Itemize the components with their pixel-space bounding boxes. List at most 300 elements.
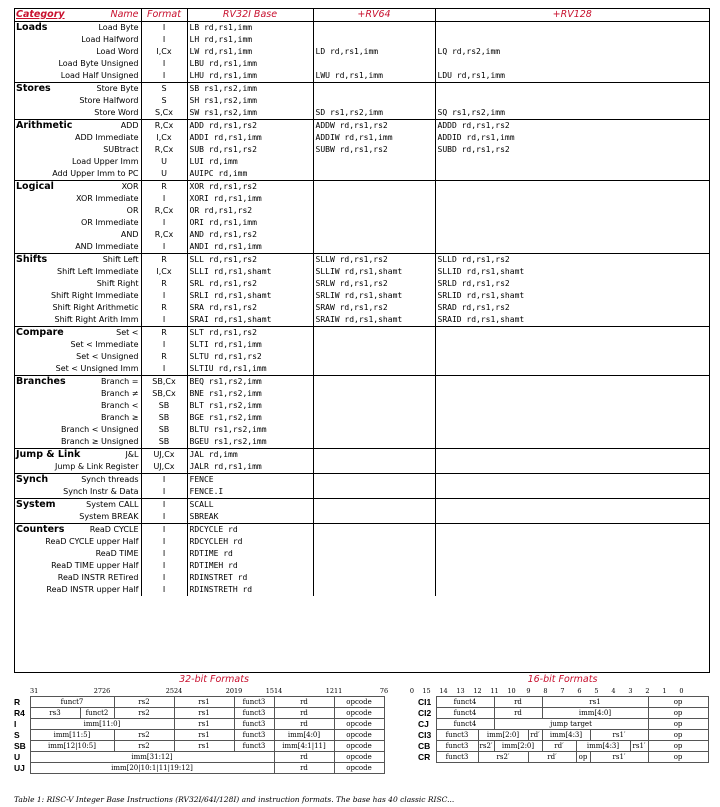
instruction-name: Set < Unsigned Imm <box>55 364 139 373</box>
format-cell: I <box>141 339 187 351</box>
bit-number: 25 <box>165 687 174 695</box>
rv32i-cell: XOR rd,rs1,rs2 <box>187 181 313 194</box>
format-cell: I <box>141 34 187 46</box>
instruction-name: OR <box>126 206 139 215</box>
rv32i-cell: RDTIMEH rd <box>187 560 313 572</box>
format32-row <box>14 752 414 763</box>
bit-index <box>334 687 384 697</box>
rv32i-cell: AND rd,rs1,rs2 <box>187 229 313 241</box>
instruction-name: ADD <box>120 121 139 130</box>
bit-number: 1 <box>662 687 667 695</box>
bit-index <box>384 687 414 697</box>
header-format: Format <box>141 8 187 22</box>
instruction-name: Branch < Unsigned <box>61 425 139 434</box>
rv32i-cell: ANDI rd,rs1,imm <box>187 241 313 254</box>
bit-index-row <box>418 687 708 697</box>
rv32i-cell: SLL rd,rs1,rs2 <box>187 254 313 267</box>
format-field: rs2′ <box>478 752 528 763</box>
instruction-name: Shift Right Immediate <box>51 291 139 300</box>
category-label: Shifts <box>16 254 48 265</box>
format-cell: SB <box>141 400 187 412</box>
format-field: funct2 <box>80 708 114 719</box>
format-field: opcode <box>334 763 384 774</box>
bit-index <box>30 687 102 697</box>
format16-row <box>418 719 708 730</box>
rv32i-cell: FENCE.I <box>187 486 313 499</box>
rv32i-cell: SLT rd,rs1,rs2 <box>187 327 313 340</box>
format-cell: I <box>141 486 187 499</box>
table-caption: Table 1: RISC-V Integer Base Instructions (RV32I/64I/128I) and instruction formats. The base has 40 classic RISC... <box>14 795 455 804</box>
bit-number: 4 <box>611 687 616 695</box>
instruction-name: Load Word <box>96 47 139 56</box>
format32-row <box>14 730 414 741</box>
format-field: op <box>648 730 708 741</box>
rv64-cell: ADDIW rd,rs1,imm <box>313 132 435 144</box>
rv32i-cell: LW rd,rs1,imm <box>187 46 313 58</box>
instruction-table-frame <box>14 8 710 673</box>
rv64-cell: SRAW rd,rs1,rs2 <box>313 302 435 314</box>
format-label: CI2 <box>418 708 432 718</box>
rv32i-cell: BLTU rs1,rs2,imm <box>187 424 313 436</box>
rv32i-cell: SLLI rd,rs1,shamt <box>187 266 313 278</box>
rv32i-cell: SBREAK <box>187 511 313 524</box>
instruction-name: Load Upper Imm <box>72 157 139 166</box>
format32-row <box>14 741 414 752</box>
instruction-name: Synch threads <box>81 475 139 484</box>
bit-number: 15 <box>422 687 431 695</box>
format-field: funct3 <box>234 730 274 741</box>
rv32i-cell: SRA rd,rs1,rs2 <box>187 302 313 314</box>
category-label: Logical <box>16 181 54 192</box>
format-cell: SB <box>141 412 187 424</box>
bit-number: 31 <box>30 687 39 695</box>
rv128-cell: SUBD rd,rs1,rs2 <box>435 144 709 156</box>
bit-number: 5 <box>594 687 599 695</box>
bit-number: 15 <box>265 687 274 695</box>
instruction-name: ReaD INSTR RETired <box>57 573 139 582</box>
format-cell: I <box>141 241 187 254</box>
format-field: opcode <box>334 730 384 741</box>
instruction-name: ReaD INSTR upper Half <box>46 585 139 594</box>
instruction-name: Jump & Link Register <box>55 462 139 471</box>
format-label: I <box>14 719 17 729</box>
format-cell: I,Cx <box>141 266 187 278</box>
rv128-cell: LQ rd,rs2,imm <box>435 46 709 58</box>
rv128-cell: SLLID rd,rs1,shamt <box>435 266 709 278</box>
format-field: rs1 <box>174 741 234 752</box>
format-cell: I <box>141 524 187 537</box>
format-cell: I <box>141 193 187 205</box>
format-field: imm[2:0] <box>478 730 528 741</box>
header-category: Category <box>16 8 65 20</box>
format-field: rs1 <box>174 719 234 730</box>
format-field: funct4 <box>436 719 494 730</box>
format-field: funct3 <box>436 752 478 763</box>
rv32i-cell: JAL rd,imm <box>187 449 313 462</box>
format-field: funct3 <box>234 741 274 752</box>
rv64-cell: SLLW rd,rs1,rs2 <box>313 254 435 267</box>
bit-number: 24 <box>174 687 183 695</box>
format-field: funct3 <box>234 719 274 730</box>
bit-number: 0 <box>679 687 684 695</box>
format-cell: U <box>141 156 187 168</box>
format-cell: I <box>141 314 187 327</box>
format-cell: I <box>141 217 187 229</box>
formats32-table <box>14 687 414 774</box>
format-cell: I <box>141 560 187 572</box>
format-cell: I,Cx <box>141 132 187 144</box>
rv32i-cell: SH rs1,rs2,imm <box>187 95 313 107</box>
format-label: SB <box>14 741 26 751</box>
format-field: op <box>648 708 708 719</box>
bit-number: 6 <box>577 687 582 695</box>
rv32i-cell: BGE rs1,rs2,imm <box>187 412 313 424</box>
instruction-name: Branch = <box>101 377 139 386</box>
instruction-name: Load Byte <box>98 23 139 32</box>
format-field: rd <box>274 708 334 719</box>
rv32i-cell: LBU rd,rs1,imm <box>187 58 313 70</box>
format32-row <box>14 697 414 708</box>
format-cell: S <box>141 83 187 96</box>
format-field: rs1 <box>174 730 234 741</box>
bit-number: 26 <box>102 687 111 695</box>
category-label: Jump & Link <box>16 449 81 460</box>
instruction-name: Store Halfword <box>79 96 139 105</box>
instruction-name: Shift Right Arithmetic <box>52 303 139 312</box>
format-label: R4 <box>14 708 25 718</box>
format-cell: I <box>141 548 187 560</box>
format-cell: S,Cx <box>141 107 187 120</box>
rv32i-cell: SCALL <box>187 499 313 512</box>
bit-number: 9 <box>526 687 531 695</box>
bit-number: 7 <box>379 687 384 695</box>
format-cell: U <box>141 168 187 181</box>
format-field: imm[2:0] <box>494 741 542 752</box>
format-cell: I <box>141 70 187 83</box>
bit-index <box>234 687 274 697</box>
format-field: rs2 <box>114 730 174 741</box>
format-field: imm[4:0] <box>542 708 648 719</box>
format32-row <box>14 719 414 730</box>
format-field: rd <box>274 752 334 763</box>
rv32i-cell: FENCE <box>187 474 313 487</box>
instruction-name: Shift Left Immediate <box>57 267 139 276</box>
rv32i-cell: SW rs1,rs2,imm <box>187 107 313 120</box>
rv64-cell: SLLIW rd,rs1,shamt <box>313 266 435 278</box>
format-field: opcode <box>334 708 384 719</box>
bit-number: 11 <box>334 687 343 695</box>
format-field: rd <box>494 708 542 719</box>
rv32i-cell: BGEU rs1,rs2,imm <box>187 436 313 449</box>
format-label: CI3 <box>418 730 432 740</box>
format-label: U <box>14 752 21 762</box>
rv32i-cell: SUB rd,rs1,rs2 <box>187 144 313 156</box>
rv32i-cell: OR rd,rs1,rs2 <box>187 205 313 217</box>
instruction-name: Synch Instr & Data <box>63 487 139 496</box>
rv32i-cell: SRL rd,rs1,rs2 <box>187 278 313 290</box>
format-field: imm[20|10:1|11|19:12] <box>30 763 274 774</box>
format-cell: I <box>141 474 187 487</box>
format-label: UJ <box>14 763 25 773</box>
bit-number: 3 <box>628 687 633 695</box>
format-cell: I <box>141 499 187 512</box>
bit-index <box>174 687 234 697</box>
category-label: System <box>16 499 56 510</box>
category-label: Synch <box>16 474 49 485</box>
rv32i-cell: RDINSTRET rd <box>187 572 313 584</box>
format16-row <box>418 730 708 741</box>
category-label: Compare <box>16 327 64 338</box>
instruction-name: ReaD CYCLE upper Half <box>45 537 139 546</box>
format-field: funct3 <box>436 741 478 752</box>
format-cell: SB <box>141 436 187 449</box>
bit-number: 20 <box>225 687 234 695</box>
rv32i-cell: LUI rd,imm <box>187 156 313 168</box>
format-cell: R <box>141 351 187 363</box>
instruction-name: Store Byte <box>96 84 139 93</box>
bit-number: 8 <box>543 687 548 695</box>
format16-row <box>418 741 708 752</box>
instruction-name: ReaD CYCLE <box>89 525 139 534</box>
format-field: imm[4:0] <box>274 730 334 741</box>
rv128-cell: SLLD rd,rs1,rs2 <box>435 254 709 267</box>
instruction-name: XOR Immediate <box>76 194 139 203</box>
format-cell: R <box>141 278 187 290</box>
rv128-cell: LDU rd,rs1,imm <box>435 70 709 83</box>
format-cell: R,Cx <box>141 120 187 133</box>
instruction-name: ReaD TIME upper Half <box>51 561 139 570</box>
instruction-name: Branch ≠ <box>101 389 139 398</box>
format-label: CR <box>418 752 431 762</box>
rv64-cell: SRAIW rd,rs1,shamt <box>313 314 435 327</box>
format-field: funct3 <box>234 708 274 719</box>
format-cell: R <box>141 302 187 314</box>
rv32i-cell: RDCYCLEH rd <box>187 536 313 548</box>
formats32-title: 32-bit Formats <box>179 674 249 685</box>
rv128-cell: SRAD rd,rs1,rs2 <box>435 302 709 314</box>
rv32i-cell: RDINSTRETH rd <box>187 584 313 596</box>
instruction-name: Shift Right Arith Imm <box>54 315 139 324</box>
instruction-name: Set < Unsigned <box>76 352 139 361</box>
instruction-name: Add Upper Imm to PC <box>52 169 139 178</box>
format-field: rs3 <box>30 708 80 719</box>
bit-index-row <box>14 687 414 697</box>
format-field: op <box>576 752 590 763</box>
format-field: funct4 <box>436 697 494 708</box>
format-label: CI1 <box>418 697 432 707</box>
format-field: imm[4:3] <box>542 730 590 741</box>
format-field: funct7 <box>30 697 114 708</box>
format-field: imm[12|10:5] <box>30 741 114 752</box>
rv32i-cell: SLTI rd,rs1,imm <box>187 339 313 351</box>
format-cell: I <box>141 536 187 548</box>
instruction-name: Branch ≥ Unsigned <box>61 437 139 446</box>
rv32i-cell: XORI rd,rs1,imm <box>187 193 313 205</box>
format32-row <box>14 763 414 774</box>
format16-row <box>418 697 708 708</box>
format-field: rs1′ <box>590 730 648 741</box>
rv128-cell: SQ rs1,rs2,imm <box>435 107 709 120</box>
format16-row <box>418 708 708 719</box>
format-cell: I,Cx <box>141 46 187 58</box>
bit-number: 14 <box>274 687 283 695</box>
format-field: opcode <box>334 697 384 708</box>
rv32i-cell: SB rs1,rs2,imm <box>187 83 313 96</box>
format32-row <box>14 708 414 719</box>
rv32i-cell: RDCYCLE rd <box>187 524 313 537</box>
format-cell: R,Cx <box>141 205 187 217</box>
format-field: op <box>648 741 708 752</box>
instruction-name: Load Half Unsigned <box>60 71 139 80</box>
format-field: rs1 <box>542 697 648 708</box>
rv32i-cell: BEQ rs1,rs2,imm <box>187 376 313 389</box>
format-cell: UJ,Cx <box>141 461 187 474</box>
bit-number: 0 <box>409 687 414 696</box>
formats16-title: 16-bit Formats <box>527 674 598 685</box>
format-field: funct3 <box>234 697 274 708</box>
header-rv64: +RV64 <box>313 8 435 22</box>
format-field: rd′ <box>528 752 576 763</box>
format-field: rs2 <box>114 741 174 752</box>
rv128-cell: ADDID rd,rs1,imm <box>435 132 709 144</box>
format-cell: I <box>141 572 187 584</box>
instruction-name: Load Halfword <box>81 35 139 44</box>
format-field: opcode <box>334 752 384 763</box>
rv32i-cell: ADD rd,rs1,rs2 <box>187 120 313 133</box>
bit-index <box>274 687 334 697</box>
format-cell: I <box>141 511 187 524</box>
format-field: opcode <box>334 719 384 730</box>
instruction-name: System BREAK <box>79 512 139 521</box>
rv32i-cell: ORI rd,rs1,imm <box>187 217 313 229</box>
instruction-name: Shift Right <box>96 279 139 288</box>
rv32i-cell: ADDI rd,rs1,imm <box>187 132 313 144</box>
format-field: op <box>648 752 708 763</box>
instruction-name: Store Word <box>94 108 139 117</box>
bit-number: 14 <box>439 687 448 695</box>
header-base: RV32I Base <box>187 8 313 22</box>
format-field: rd <box>274 697 334 708</box>
format-field: jump target <box>494 719 648 730</box>
rv32i-cell: SLTU rd,rs1,rs2 <box>187 351 313 363</box>
bit-number: 13 <box>456 687 465 695</box>
rv64-cell: ADDW rd,rs1,rs2 <box>313 120 435 133</box>
bit-number: 19 <box>234 687 243 695</box>
format-field: rs1 <box>174 708 234 719</box>
rv64-cell: SRLIW rd,rs1,shamt <box>313 290 435 302</box>
bit-number: 6 <box>384 687 389 696</box>
category-label: Stores <box>16 83 51 94</box>
bit-number: 12 <box>325 687 334 695</box>
instruction-name: Branch < <box>101 401 139 410</box>
format-field: rs1 <box>174 697 234 708</box>
format-cell: SB <box>141 424 187 436</box>
format-label: S <box>14 730 20 740</box>
instruction-name: ADD Immediate <box>75 133 139 142</box>
header-rv128: +RV128 <box>435 8 709 22</box>
bit-number: 27 <box>93 687 102 695</box>
bit-index <box>102 687 174 697</box>
rv128-cell: SRAID rd,rs1,shamt <box>435 314 709 327</box>
rv32i-cell: SRAI rd,rs1,shamt <box>187 314 313 327</box>
instruction-name: Set < Immediate <box>70 340 139 349</box>
category-label: Loads <box>16 22 48 33</box>
rv32i-cell: RDTIME rd <box>187 548 313 560</box>
instruction-name: SUBtract <box>103 145 139 154</box>
format-field: imm[11:5] <box>30 730 114 741</box>
rv64-cell: LD rd,rs1,imm <box>313 46 435 58</box>
format-cell: S <box>141 95 187 107</box>
rv128-cell: ADDD rd,rs1,rs2 <box>435 120 709 133</box>
rv32i-cell: SLTIU rd,rs1,imm <box>187 363 313 376</box>
format-cell: I <box>141 290 187 302</box>
format-cell: R <box>141 254 187 267</box>
format-field: rd′ <box>528 730 542 741</box>
instruction-name: AND Immediate <box>75 242 139 251</box>
format-field: rs2 <box>114 708 174 719</box>
rv64-cell: SUBW rd,rs1,rs2 <box>313 144 435 156</box>
format-field: rd <box>274 763 334 774</box>
format-cell: I <box>141 363 187 376</box>
bit-number: 10 <box>507 687 516 695</box>
rv64-cell: LWU rd,rs1,imm <box>313 70 435 83</box>
bit-number: 7 <box>560 687 565 695</box>
format-field: rd <box>274 719 334 730</box>
format-field: rs1′ <box>590 752 648 763</box>
format-cell: I <box>141 22 187 35</box>
format-label: CJ <box>418 719 429 729</box>
format-field: rs1′ <box>630 741 648 752</box>
format-cell: SB,Cx <box>141 376 187 389</box>
format-field: rs2′ <box>479 742 493 750</box>
rv32i-cell: BNE rs1,rs2,imm <box>187 388 313 400</box>
instruction-name: Set < <box>116 328 139 337</box>
category-label: Branches <box>16 376 66 387</box>
format-cell: SB,Cx <box>141 388 187 400</box>
instruction-name: Branch ≥ <box>101 413 139 422</box>
format-field: op <box>648 697 708 708</box>
instruction-name: ReaD TIME <box>95 549 139 558</box>
format-field: opcode <box>334 741 384 752</box>
format-cell: R <box>141 181 187 194</box>
format-cell: R,Cx <box>141 229 187 241</box>
instruction-name: OR Immediate <box>80 218 139 227</box>
format-label: R <box>14 697 21 707</box>
rv32i-cell: SRLI rd,rs1,shamt <box>187 290 313 302</box>
header-name: Name <box>110 8 139 20</box>
rv32i-cell: LH rd,rs1,imm <box>187 34 313 46</box>
format-field: rs2 <box>114 697 174 708</box>
format-label: CB <box>418 741 431 751</box>
instruction-name: AND <box>120 230 139 239</box>
category-label: Arithmetic <box>16 120 73 131</box>
format-field: op <box>648 719 708 730</box>
format-field: rd′ <box>542 741 576 752</box>
format-cell: UJ,Cx <box>141 449 187 462</box>
format-field: imm[4:3] <box>576 741 630 752</box>
bit-number: 12 <box>473 687 482 695</box>
instruction-name: Load Byte Unsigned <box>58 59 139 68</box>
format-field: rd <box>494 697 542 708</box>
format-field: funct4 <box>436 708 494 719</box>
category-label: Counters <box>16 524 65 535</box>
format-cell: I <box>141 58 187 70</box>
formats16-table <box>418 687 709 763</box>
rv32i-cell: JALR rd,rs1,imm <box>187 461 313 474</box>
bit-spacer <box>14 687 30 697</box>
rv64-cell: SRLW rd,rs1,rs2 <box>313 278 435 290</box>
format-cell: R <box>141 327 187 340</box>
